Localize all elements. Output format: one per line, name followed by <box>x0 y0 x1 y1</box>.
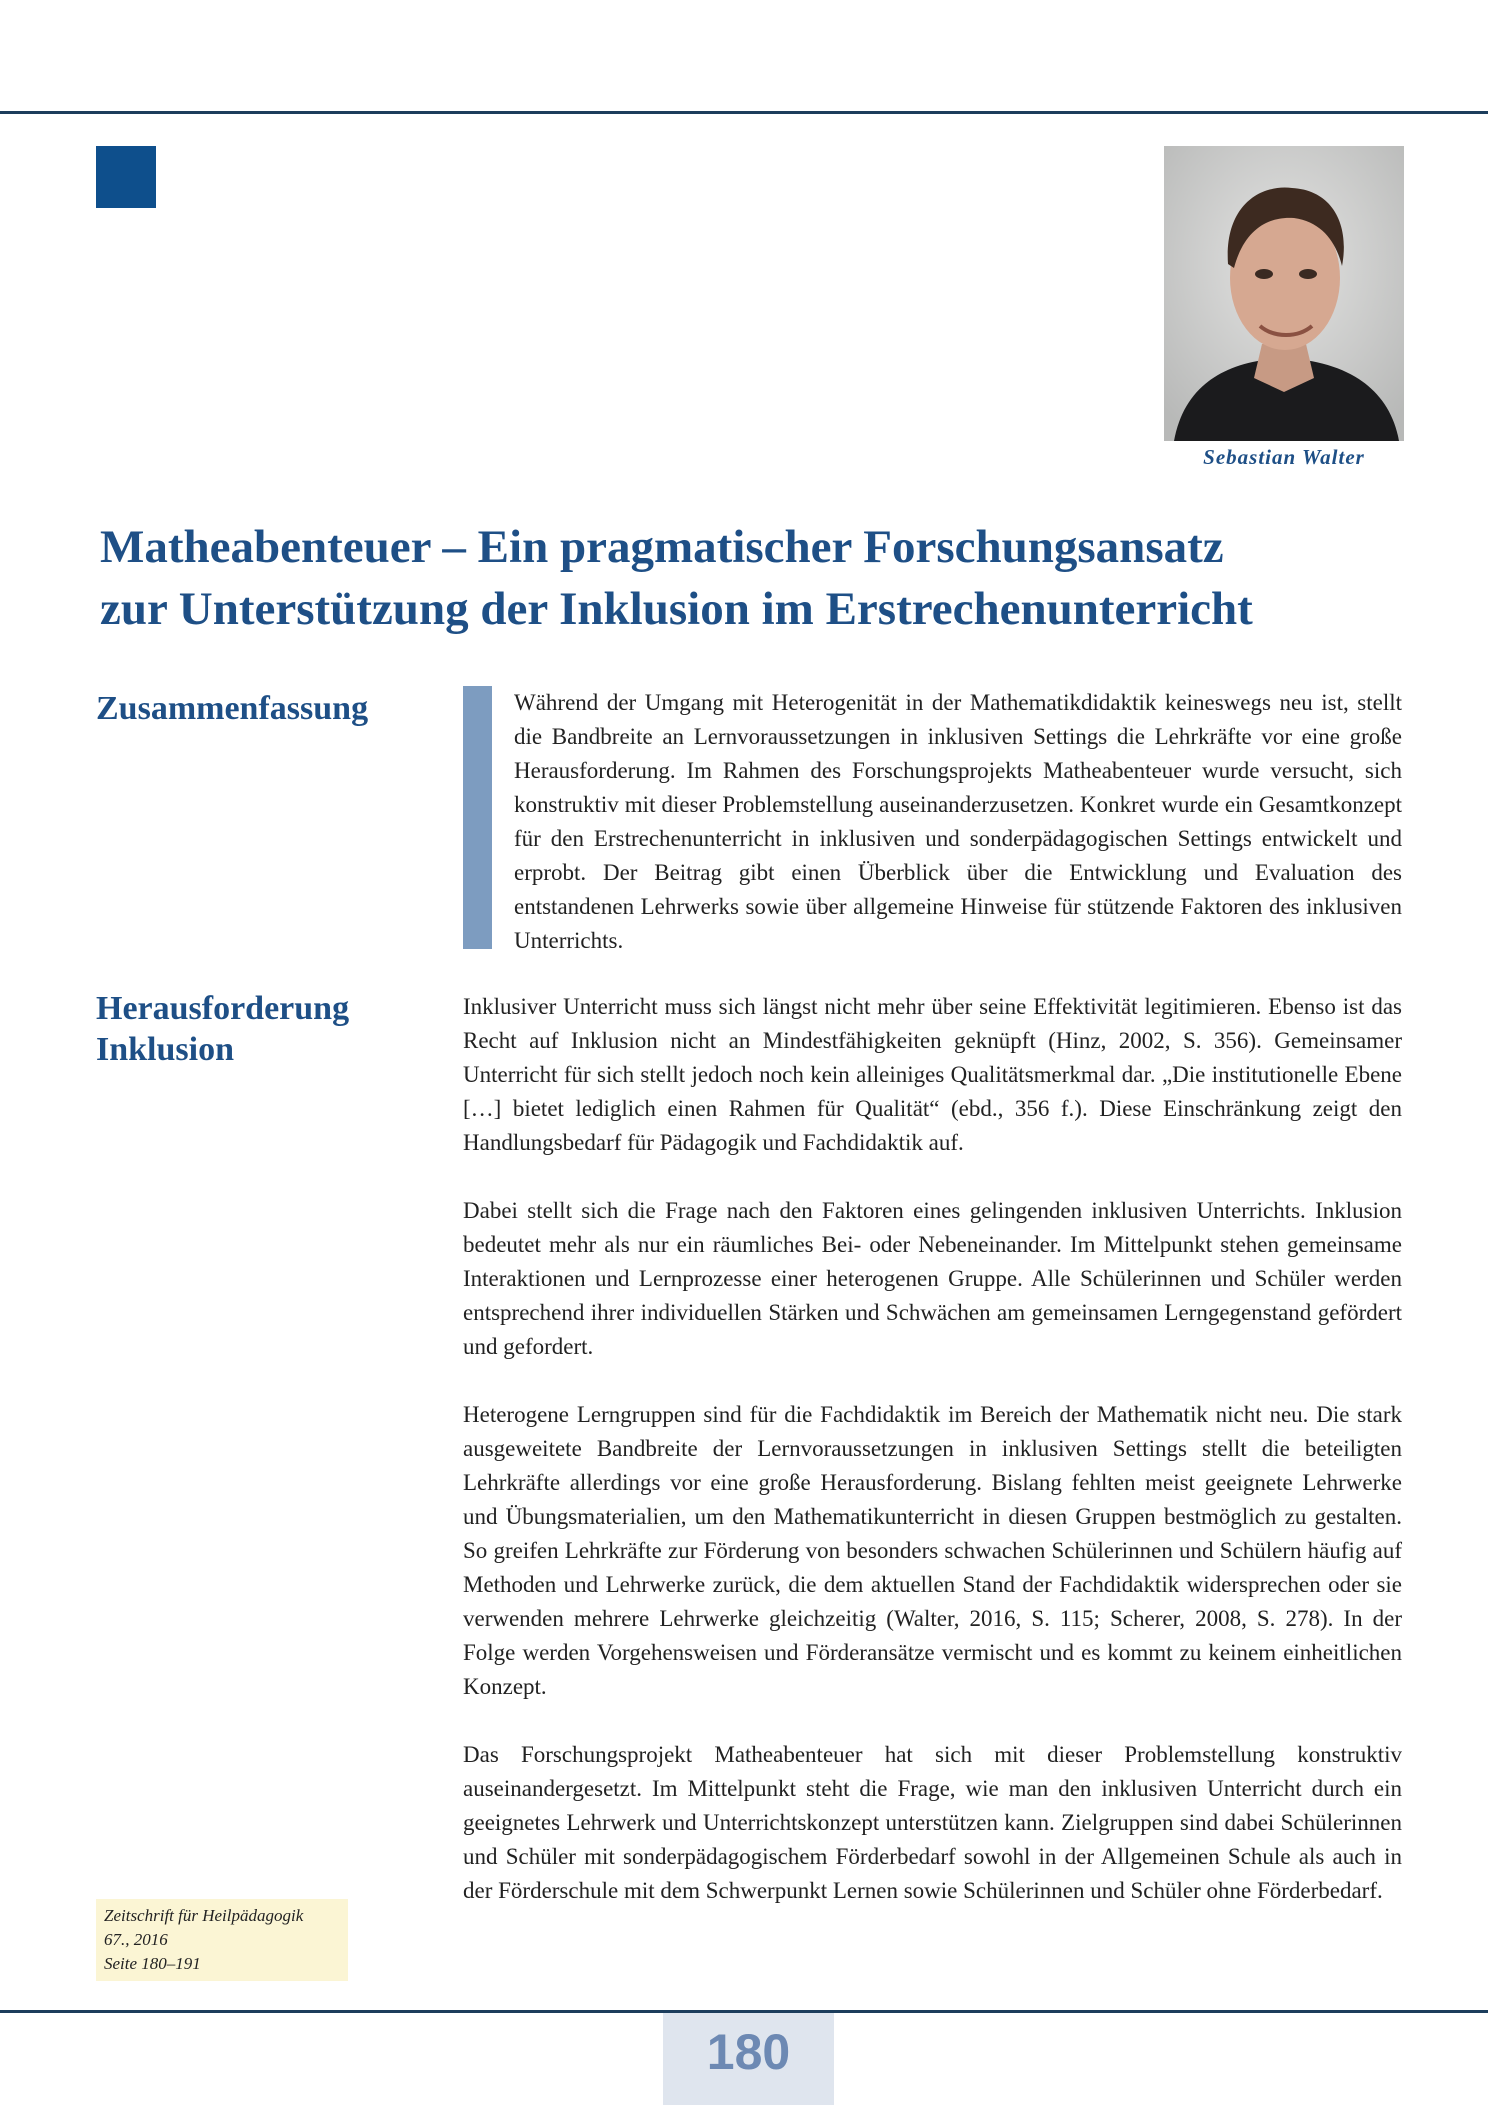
body-paragraph: Dabei stellt sich die Frage nach den Faktoren eines gelingenden inklusiven Unterrichts. Inklusion bedeutet mehr als nur ein räumliches Bei- oder Nebeneinander. Im Mittelpunkt stehen gemeinsame Interaktionen und Lernprozesse einer heterogenen Gruppe. Alle Schülerinnen und Schüler werden entsprechend ihrer individuellen Stärken und Schwächen am gemeinsamen Lerngegenstand gefördert und gefordert. <box>463 1198 1402 1359</box>
author-name: Sebastian Walter <box>1203 445 1365 469</box>
section-heading-line-1: Herausforderung <box>96 990 350 1027</box>
abstract-text: Während der Umgang mit Heterogenität in der Mathematikdidaktik keineswegs neu ist, stellt die Bandbreite an Lernvoraussetzungen in inklusiven Settings die Lehrkräfte vor eine große Herausforderung. Im Rahmen des Forschungsprojekts Matheabenteuer wurde versucht, sich konstruktiv mit dieser Problemstellung auseinanderzusetzen. Konkret wurde ein Gesamtkonzept für den Erstrechenunterricht in inklusiven und sonderpädagogischen Settings entwickelt und erprobt. Der Beitrag gibt einen Überblick über die Entwicklung und Evaluation des entstandenen Lehrwerks sowie über allgemeine Hinweise für stützende Faktoren des inklusiven Unterrichts. <box>514 690 1402 953</box>
article-title <box>100 516 1420 640</box>
top-rule <box>0 111 1488 114</box>
section-heading <box>96 988 396 1070</box>
title-line-2: zur Unterstützung der Inklusion im Erstrechenunterricht <box>100 583 1253 635</box>
body-paragraph: Inklusiver Unterricht muss sich längst nicht mehr über seine Effektivität legitimieren. Ebenso ist das Recht auf Inklusion nicht an Mindestfähigkeiten geknüpft (Hinz, 2002, S. 356). Gemeinsamer Unterricht für sich stellt jedoch noch kein alleiniges Qualitätsmerkmal dar. „Die institutionelle Ebene […] bietet lediglich einen Rahmen für Qualität“ (ebd., 356 f.). Diese Einschränkung zeigt den Handlungsbedarf für Pädagogik und Fachdidaktik auf. <box>463 994 1402 1155</box>
title-line-1: Matheabenteuer – Ein pragmatischer Forschungsansatz <box>100 521 1224 573</box>
abstract-heading: Zusammenfassung <box>96 690 369 727</box>
citation-pages: Seite 180–191 <box>104 1954 201 1973</box>
author-photo <box>1164 146 1404 441</box>
citation-journal: Zeitschrift für Heilpädagogik <box>104 1906 304 1925</box>
section-marker-square <box>96 146 156 208</box>
page-number: 180 <box>706 2024 791 2080</box>
body-paragraph: Das Forschungsprojekt Matheabenteuer hat sich mit dieser Problemstellung konstruktiv auseinandergesetzt. Im Mittelpunkt steht die Frage, wie man den inklusiven Unterricht durch ein geeignetes Lehrwerk und Unterrichtskonzept unterstützen kann. Zielgruppen sind dabei Schülerinnen und Schüler mit sonderpädagogischem Förderbedarf sowohl in der Allgemeinen Schule als auch in der Förderschule mit dem Schwerpunkt Lernen sowie Schülerinnen und Schüler ohne Förderbedarf. <box>463 1742 1402 1903</box>
body-paragraph: Heterogene Lerngruppen sind für die Fachdidaktik im Bereich der Mathematik nicht neu. Die stark ausgeweitete Bandbreite der Lernvoraussetzungen in inklusiven Settings stellt die beteiligten Lehrkräfte allerdings vor eine große Herausforderung. Bislang fehlten meist geeignete Lehrwerke und Übungsmaterialien, um den Mathematikunterricht in diesen Gruppen bestmöglich zu gestalten. So greifen Lehrkräfte zur Förderung von besonders schwachen Schülerinnen und Schülern häufig auf Methoden und Lehrwerke zurück, die dem aktuellen Stand der Fachdidaktik widersprechen oder sie verwenden mehrere Lehrwerke gleichzeitig (Walter, 2016, S. 115; Scherer, 2008, S. 278). In der Folge werden Vorgehensweisen und Förderansätze vermischt und es kommt zu keinem einheitlichen Konzept. <box>463 1402 1402 1699</box>
section-heading-line-2: Inklusion <box>96 1031 234 1068</box>
abstract-bar <box>463 686 492 949</box>
journal-citation <box>96 1899 348 1981</box>
article-body <box>463 990 1402 1942</box>
citation-volume: 67., 2016 <box>104 1930 168 1949</box>
